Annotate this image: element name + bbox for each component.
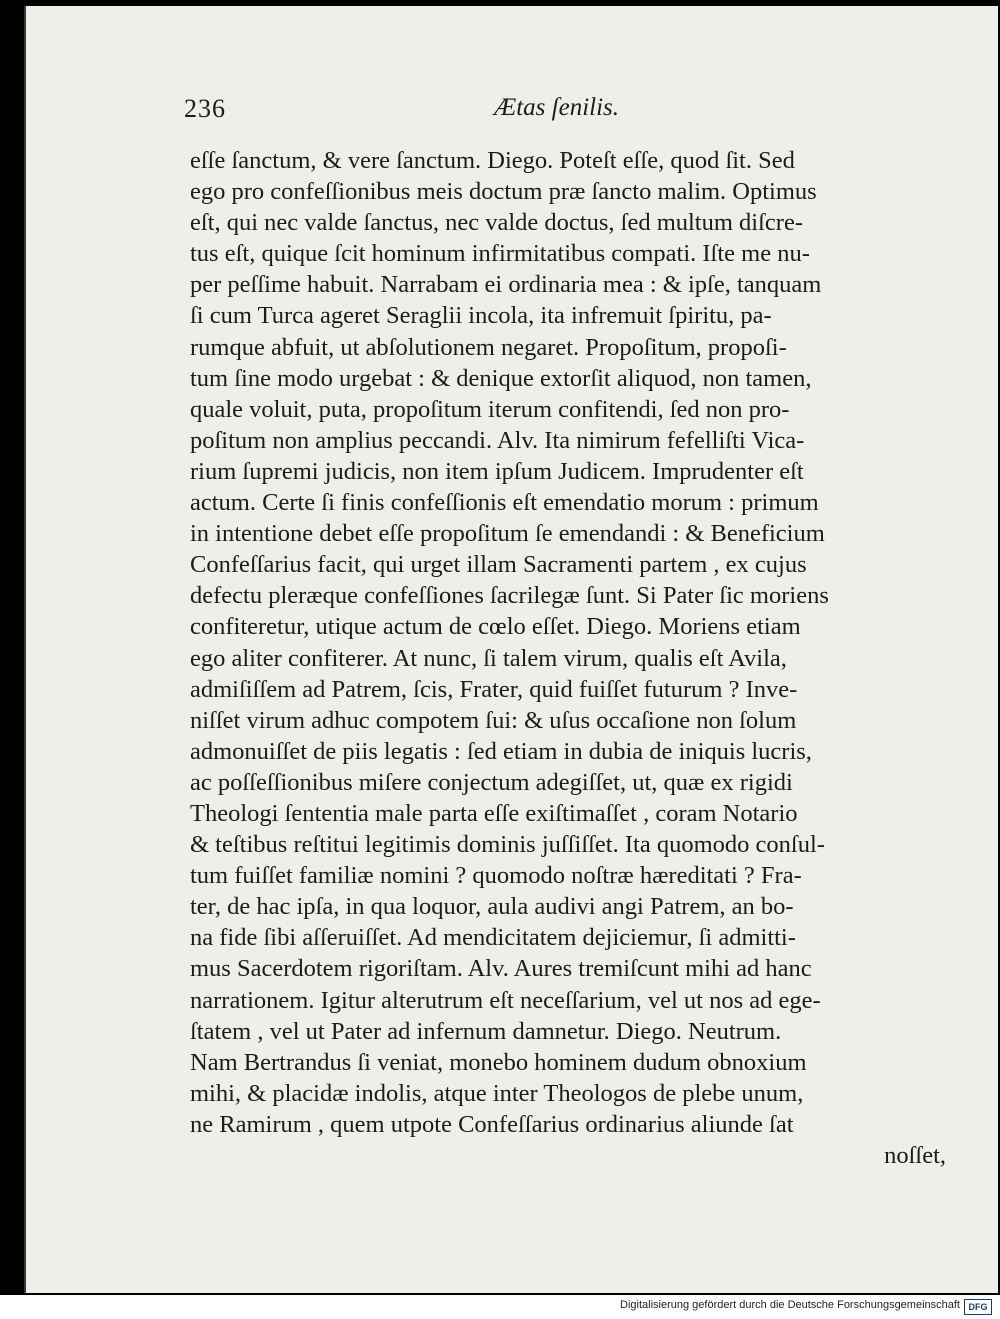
text-line: mihi, & placidæ indolis, atque inter Theologos de plebe unum,: [190, 1079, 804, 1107]
catchword: noſſet,: [884, 1142, 946, 1169]
text-line: admiſiſſem ad Patrem, ſcis, Frater, quid fuiſſet futurum ? Inve-: [190, 675, 798, 703]
text-line: mus Sacerdotem rigoriſtam. Alv. Aures tremiſcunt mihi ad hanc: [190, 955, 812, 983]
text-line: rumque abfuit, ut abſolutionem negaret. Propoſitum, propoſi-: [190, 333, 787, 361]
text-line: ne Ramirum , quem utpote Confeſſarius ordinarius aliunde ſat: [190, 1110, 794, 1138]
text-line: per peſſime habuit. Narrabam ei ordinaria mea : & ipſe, tanquam: [190, 271, 822, 299]
text-line: ſtatem , vel ut Pater ad infernum damnetur. Diego. Neutrum.: [190, 1017, 782, 1045]
text-line: narrationem. Igitur alterutrum eſt neceſſarium, vel ut nos ad ege-: [190, 986, 821, 1014]
page-header: [184, 94, 944, 130]
text-line: poſitum non amplius peccandi. Alv. Ita nimirum fefelliſti Vica-: [190, 426, 805, 454]
text-line: Confeſſarius facit, qui urget illam Sacramenti partem , ex cujus: [190, 551, 807, 579]
text-line: rium ſupremi judicis, non item ipſum Judicem. Imprudenter eſt: [190, 457, 804, 485]
text-line: in intentione debet eſſe propoſitum ſe emendandi : & Beneficium: [190, 520, 825, 548]
text-line: ego aliter confiterer. At nunc, ſi talem virum, qualis eſt Avila,: [190, 644, 787, 672]
text-line: na fide ſibi aſſeruiſſet. Ad mendicitatem dejiciemur, ſi admitti-: [190, 924, 796, 952]
text-line: tus eſt, quique ſcit hominum infirmitatibus compati. Iſte me nu-: [190, 240, 810, 268]
text-line: eſt, qui nec valde ſanctus, nec valde doctus, ſed multum diſcre-: [190, 209, 803, 237]
text-line: ſi cum Turca ageret Seraglii incola, ita infremuit ſpiritu, pa-: [190, 302, 772, 330]
running-head: Ætas ſenilis.: [494, 94, 620, 121]
dfg-logo-icon: DFG: [964, 1299, 992, 1315]
text-line: & teſtibus reſtitui legitimis dominis juſſiſſet. Ita quomodo conſul-: [190, 831, 825, 859]
text-line: tum fuiſſet familiæ nomini ? quomodo noſtræ hæreditati ? Fra-: [190, 862, 802, 890]
text-line: confiteretur, utique actum de cœlo eſſet. Diego. Moriens etiam: [190, 613, 801, 641]
text-line: defectu pleræque confeſſiones ſacrilegæ ſunt. Si Pater ſic moriens: [190, 582, 829, 610]
text-line: eſſe ſanctum, & vere ſanctum. Diego. Poteſt eſſe, quod ſit. Sed: [190, 147, 795, 174]
funding-credit: Digitalisierung gefördert durch die Deutsche Forschungsgemeinschaft: [620, 1299, 960, 1311]
text-line: ego pro confeſſionibus meis doctum præ ſancto malim. Optimus: [190, 178, 817, 206]
text-line: admonuiſſet de piis legatis : ſed etiam in dubia de iniquis lucris,: [190, 737, 812, 765]
text-line: ter, de hac ipſa, in qua loquor, aula audivi angi Patrem, an bo-: [190, 893, 794, 921]
text-line: Theologi ſententia male parta eſſe exiſtimaſſet , coram Notario: [190, 799, 798, 827]
text-line: quale voluit, puta, propoſitum iterum confitendi, ſed non pro-: [190, 395, 790, 423]
text-line: tum ſine modo urgebat : & denique extorſit aliquod, non tamen,: [190, 364, 812, 392]
body-text: [190, 145, 950, 1171]
page-number: 236: [184, 94, 226, 123]
text-line: ac poſſeſſionibus miſere conjectum adegiſſet, ut, quæ ex rigidi: [190, 768, 793, 796]
text-line: Nam Bertrandus ſi veniat, monebo hominem dudum obnoxium: [190, 1048, 807, 1076]
text-line: niſſet virum adhuc compotem ſui: & uſus occaſione non ſolum: [190, 706, 797, 734]
text-line: actum. Certe ſi finis confeſſionis eſt emendatio morum : primum: [190, 489, 819, 517]
footer-bar: [0, 1295, 1000, 1319]
